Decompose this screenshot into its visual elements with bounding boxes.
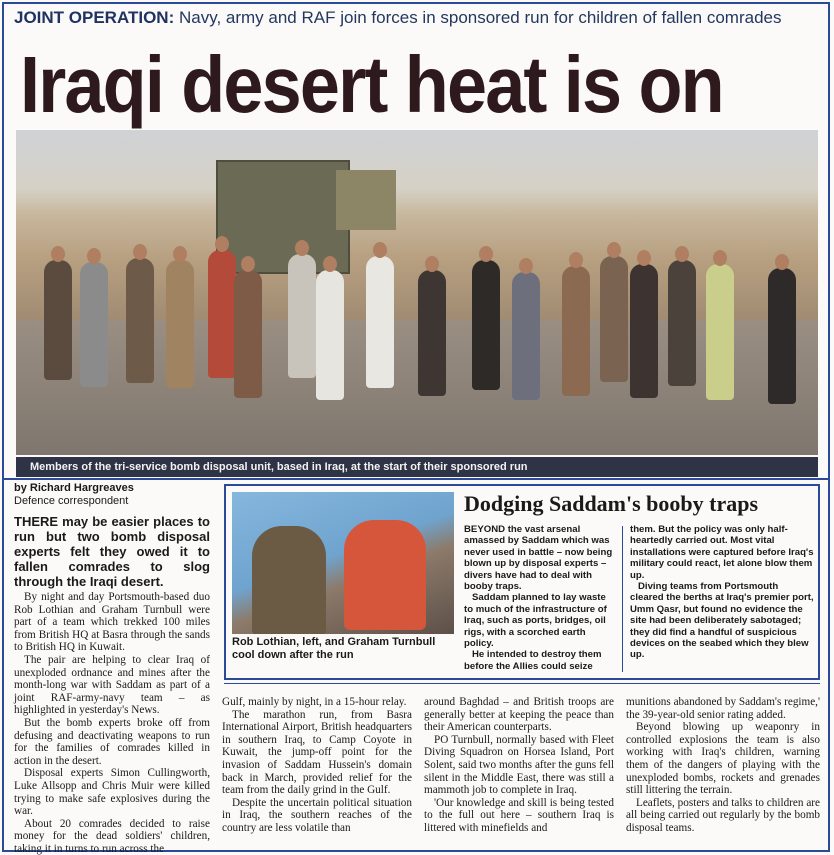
- byline-role: Defence correspondent: [14, 495, 129, 507]
- runner: [126, 258, 154, 383]
- runner: [512, 272, 540, 400]
- paragraph: About 20 comrades decided to raise money for the dead soldiers' children, taking it in turns to run across the: [14, 817, 210, 855]
- runner: [472, 260, 500, 390]
- person-right: [344, 520, 426, 630]
- article-col-4: [626, 696, 820, 835]
- main-photo: [16, 130, 818, 455]
- runner: [44, 260, 72, 380]
- paragraph: munitions abandoned by Saddam's regime,' the 39-year-old senior rating added.: [626, 696, 820, 721]
- byline: [14, 482, 134, 508]
- sidebar-paragraph: Saddam planned to lay waste to much of the infrastructure of Iraq, such as ports, bridges, oil rigs, with a scorched earth policy.: [464, 592, 607, 650]
- paragraph: PO Turnbull, normally based with Fleet Diving Squadron on Horsea Island, Port Solent, said two months after the guns fell silent in the Middle East, there was still a mammoth job to complete in Iraq.: [424, 733, 614, 797]
- byline-author: by Richard Hargreaves: [14, 482, 134, 494]
- paragraph: The pair are helping to clear Iraq of unexploded ordnance and mines after the month-long war with Saddam as part of a joint RAF-army-navy team – as highlighted in yesterday's News.: [14, 653, 210, 717]
- main-photo-caption: Members of the tri-service bomb disposal unit, based in Iraq, at the start of their sponsored run: [16, 457, 818, 477]
- runner: [208, 250, 236, 378]
- article-col-2: [222, 696, 412, 835]
- sidebar-bottom-rule: [224, 683, 820, 684]
- runner: [288, 254, 316, 378]
- kicker-text: Navy, army and RAF join forces in sponsored run for children of fallen comrades: [178, 8, 782, 27]
- runner: [706, 264, 734, 400]
- article-col-1: [14, 514, 210, 855]
- truck-rear: [336, 170, 396, 230]
- runner: [600, 256, 628, 382]
- paragraph: Beyond blowing up weaponry in controlled explosions the team is also working with Iraq's children, warning them of the dangers of playing with the unexploded bombs, rockets and grenades still littering the terrain.: [626, 721, 820, 797]
- sidebar-paragraph: BEYOND the vast arsenal amassed by Saddam which was never used in battle – now being blown up by disposal experts – divers have had to deal with booby traps.: [464, 524, 613, 593]
- sidebar-photo-caption: Rob Lothian, left, and Graham Turnbull cool down after the run: [232, 636, 436, 661]
- runner: [562, 266, 590, 396]
- sidebar-title: Dodging Saddam's booby traps: [464, 491, 759, 516]
- paragraph: Disposal experts Simon Cullingworth, Luke Allsopp and Chris Muir were killed trying to make safe explosives during the war.: [14, 767, 210, 818]
- runner: [366, 256, 394, 388]
- runner: [418, 270, 446, 396]
- sidebar-paragraph: them. But the policy was only half-heartedly carried out. Most vital installations were captured before Iraq's military could react, let alone blow them up.: [630, 524, 814, 581]
- paragraph: By night and day Portsmouth-based duo Rob Lothian and Graham Turnbull were part of a team which trekked 100 miles from British HQ at Basra through the sands to British HQ in Kuwait.: [14, 591, 210, 654]
- sidebar-paragraph: Diving teams from Portsmouth cleared the berths at Iraq's premier port, Umm Qasr, but found no evidence the site had been deliberately sabotaged; they did find a handful of suspicious devices on the seabed which they blew up.: [630, 581, 814, 661]
- article-lead: THERE may be easier places to run but two bomb disposal experts felt they owed it to fallen comrades to slog through the Iraqi desert.: [14, 514, 210, 589]
- sidebar-col-rule: [622, 526, 623, 672]
- divider: [4, 478, 828, 480]
- runner: [668, 260, 696, 386]
- runner: [316, 270, 344, 400]
- paragraph: 'Our knowledge and skill is being tested to the full out here – southern Iraq is littered with minefields and: [424, 796, 614, 834]
- paragraph: Leaflets, posters and talks to children are all being carried out regularly by the bomb disposal teams.: [626, 796, 820, 834]
- runner: [630, 264, 658, 398]
- sidebar-paragraph: He intended to destroy them before the Allies could seize: [464, 649, 602, 672]
- paragraph: Gulf, mainly by night, in a 15-hour relay.: [222, 696, 407, 708]
- article-col-3: [424, 696, 614, 835]
- paragraph: around Baghdad – and British troops are generally better at keeping the peace than their American counterparts.: [424, 696, 614, 734]
- sidebar-col-1: [464, 524, 614, 672]
- runner: [166, 260, 194, 388]
- runner: [234, 270, 262, 398]
- kicker-label: JOINT OPERATION:: [14, 8, 175, 27]
- headline: Iraqi desert heat is on: [20, 40, 723, 129]
- paragraph: Despite the uncertain political situation in Iraq, the southern reaches of the country are less volatile than: [222, 796, 412, 834]
- sidebar-box: [224, 484, 820, 680]
- sidebar-col-2: [630, 524, 814, 661]
- paragraph: But the bomb experts broke off from defusing and deactivating weapons to run for the families of comrades killed in action in the desert.: [14, 716, 210, 767]
- paragraph: The marathon run, from Basra International Airport, British headquarters in southern Iraq, to Camp Coyote in Kuwait, the jump-off point for the invasion of Saddam Hussein's domain back in March, provided relief for the team from the daily grind in the Gulf.: [222, 708, 412, 797]
- person-left: [252, 526, 326, 634]
- kicker: [14, 8, 782, 28]
- sidebar-photo: [232, 492, 454, 634]
- runner: [768, 268, 796, 404]
- runner: [80, 262, 108, 387]
